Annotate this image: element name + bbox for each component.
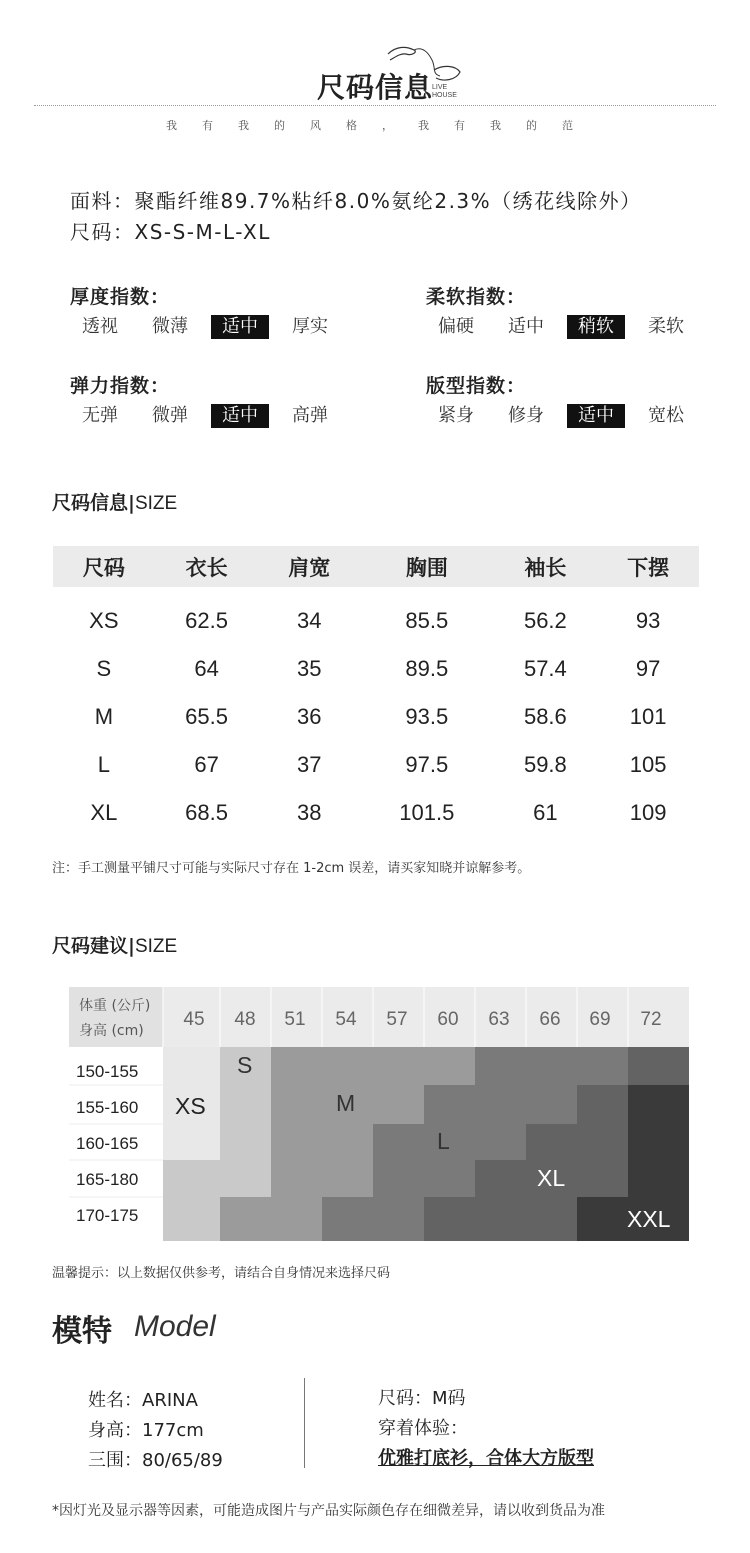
table-row (53, 741, 699, 789)
index-option: 微弹 (152, 405, 188, 426)
table-cell: 93.5 (405, 704, 449, 729)
weight-label: 60 (437, 1009, 459, 1030)
weight-label: 48 (234, 1009, 256, 1030)
model-name: 姓名：ARINA (88, 1390, 198, 1411)
height-label: 170-175 (76, 1206, 139, 1225)
index-option-selected: 适中 (211, 315, 269, 339)
corner-weight-label: 体重 (公斤) (79, 998, 151, 1014)
table-cell: 89.5 (405, 656, 449, 681)
experience-text: 优雅打底衫，合体大方版型 (378, 1448, 594, 1469)
index-option: 微薄 (152, 316, 188, 337)
fit-index (426, 371, 701, 428)
table-cell: 101.5 (399, 800, 455, 825)
model-measurements: 三围：80/65/89 (88, 1450, 223, 1471)
table-row (53, 587, 699, 645)
size-label-m: M (336, 1090, 356, 1116)
table-cell: S (96, 656, 112, 681)
index-title: 厚度指数： (70, 286, 171, 308)
table-cell: 67 (194, 752, 219, 777)
model-divider (304, 1378, 305, 1468)
table-cell: XL (90, 800, 118, 825)
weight-label: 57 (386, 1009, 408, 1030)
index-option: 透视 (82, 316, 118, 337)
index-option-selected: 适中 (211, 404, 269, 428)
logo-text: LIVE HOUSE (432, 84, 457, 99)
model-height: 身高：177cm (88, 1420, 204, 1441)
table-cell: 58.6 (523, 704, 567, 729)
divider (34, 105, 716, 106)
size-info-title: 尺码信息|SIZE (52, 492, 178, 514)
size-advice-grid (69, 987, 689, 1241)
index-option: 柔软 (648, 316, 684, 337)
index-option-selected: 适中 (567, 404, 625, 428)
height-label: 160-165 (76, 1134, 139, 1153)
table-header: 胸围 (360, 546, 493, 587)
table-cell: 56.2 (523, 608, 567, 633)
table-cell: 36 (297, 704, 322, 729)
weight-label: 72 (640, 1009, 662, 1030)
index-title: 柔软指数： (426, 286, 527, 308)
index-option-selected: 稍软 (567, 315, 625, 339)
table-cell: 101 (629, 704, 667, 729)
table-cell: M (94, 704, 114, 729)
table-header: 袖长 (494, 546, 598, 587)
weight-label: 54 (335, 1009, 357, 1030)
table-cell: 61 (533, 800, 558, 825)
height-label: 150-155 (76, 1062, 139, 1081)
table-cell: 109 (629, 800, 667, 825)
experience-label: 穿着体验： (378, 1418, 468, 1439)
table-cell: L (97, 752, 110, 777)
table-header: 肩宽 (258, 546, 360, 587)
weight-label: 51 (284, 1009, 306, 1030)
weight-label: 45 (183, 1009, 205, 1030)
index-option: 修身 (508, 405, 544, 426)
size-label-l: L (437, 1128, 450, 1154)
index-title: 版型指数： (426, 375, 527, 397)
table-cell: 97.5 (405, 752, 449, 777)
index-option: 偏硬 (438, 316, 474, 337)
table-header: 衣长 (155, 546, 259, 587)
table-cell: 38 (297, 800, 322, 825)
size-table (53, 546, 699, 837)
elasticity-index (70, 371, 345, 428)
weight-label: 63 (488, 1009, 510, 1030)
table-cell: 37 (297, 752, 322, 777)
table-cell: 57.4 (523, 656, 567, 681)
index-option: 紧身 (438, 405, 474, 426)
table-cell: 97 (635, 656, 661, 681)
slogan: 我 有 我 的 风 格 ， 我 有 我 的 范 (166, 119, 573, 132)
table-cell: 62.5 (185, 608, 228, 633)
size-tip: 温馨提示：以上数据仅供参考，请结合自身情况来选择尺码 (52, 1266, 391, 1281)
fabric-material: 面料：聚酯纤维89.7%粘纤8.0%氨纶2.3%（绣花线除外） (70, 189, 642, 213)
table-cell: 35 (297, 656, 322, 681)
corner-height-label: 身高 (cm) (79, 1023, 144, 1039)
index-option: 高弹 (292, 405, 328, 426)
page-title: 尺码信息 (316, 71, 433, 104)
model-size: 尺码：M码 (378, 1388, 466, 1409)
table-cell: 68.5 (185, 800, 228, 825)
table-cell: 105 (629, 752, 667, 777)
table-header: 下摆 (597, 546, 699, 587)
size-label-xs: XS (175, 1093, 206, 1119)
weight-label: 66 (539, 1009, 561, 1030)
size-label-xxl: XXL (627, 1206, 671, 1232)
size-note: 注：手工测量平铺尺寸可能与实际尺寸存在 1-2cm 误差，请买家知晓并谅解参考。 (52, 861, 531, 876)
height-label: 165-180 (76, 1170, 139, 1189)
softness-index (426, 282, 701, 339)
fabric-sizes: 尺码：XS-S-M-L-XL (70, 220, 271, 244)
table-cell: 93 (635, 608, 661, 633)
size-advice-title: 尺码建议|SIZE (52, 935, 178, 957)
table-cell: 34 (297, 608, 322, 633)
footer-disclaimer: *因灯光及显示器等因素，可能造成图片与产品实际颜色存在细微差异，请以收到货品为准 (52, 1503, 605, 1519)
index-option: 厚实 (292, 316, 328, 337)
size-label-xl: XL (537, 1165, 566, 1191)
thickness-index (70, 282, 345, 339)
table-cell: 85.5 (405, 608, 449, 633)
table-row (53, 645, 699, 693)
index-title: 弹力指数： (70, 375, 171, 397)
table-cell: 65.5 (185, 704, 228, 729)
table-cell: 59.8 (523, 752, 567, 777)
table-cell: 64 (194, 656, 219, 681)
table-row (53, 693, 699, 741)
height-label: 155-160 (76, 1098, 139, 1117)
index-option: 宽松 (648, 405, 684, 426)
index-option: 无弹 (82, 405, 118, 426)
index-option: 适中 (508, 316, 544, 337)
model-title-en: Model (134, 1310, 216, 1343)
size-label-s: S (237, 1052, 253, 1078)
table-header: 尺码 (53, 546, 155, 587)
model-title: 模特 (52, 1314, 112, 1349)
table-row (53, 789, 699, 837)
table-cell: XS (89, 608, 119, 633)
weight-label: 69 (589, 1009, 611, 1030)
